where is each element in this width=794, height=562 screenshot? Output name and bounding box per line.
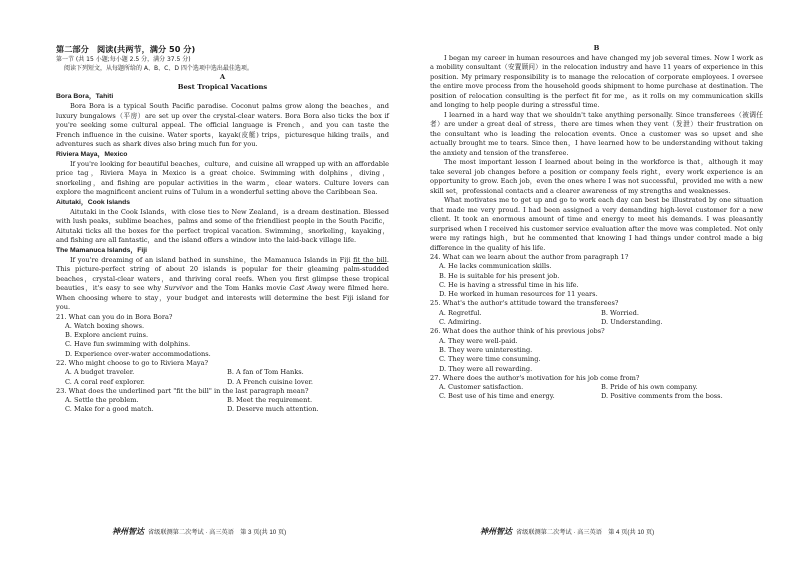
left-page [56,44,389,415]
option: C. He is having a stressful time in his life. [439,280,579,289]
option-row: C. Admiring. D. Understanding. [439,318,663,327]
question-22: 22. Who might choose to go to Riviera Maya? [56,358,209,367]
paragraph: I began my career in human resources and have changed my job several times. Now I work as a mobility consultant（安置顾问）in the relocation industry and have 11 years of experience in this position. My primary responsibility is to manage the relocation of corporate employees. I oversee the entire move process from the household goods shipment to home purchase at destination. The position of relocation consulting is the perfect fit for me，as it rolls on my communication skills and longing to help people during a stressful time. [430,53,763,109]
option-row: A. A budget traveler. B. A fan of Tom Hanks. [65,368,304,377]
question-24: 24. What can we learn about the author from paragraph 1? [430,253,629,261]
option: A. They were well-paid. [439,336,518,345]
paragraph: Bora Bora is a typical South Pacific paradise. Coconut palms grow along the beaches，and luxury bungalows（平房）are set up over the crystal-clear waters. Bora Bora also ticks the box if you're seeking some cultural appeal. The official language is French，and you can taste the French influence in the cuisine. Water sports，kayak(皮艇) trips，picturesque hiking trails，and adventures such as shark dives also bring much fun for you. [56,102,389,148]
page-footer-right: 神州智达 省级联测第二次考试 · 高三英语 第 4 页(共 10 页) [480,526,655,536]
question-25: 25. What's the author's attitude toward the transferees? [430,299,619,308]
option: B. Explore ancient ruins. [65,331,149,340]
paragraph: The most important lesson I learned about being in the workforce is that，although it may take several job changes before a position or company feels right，every work experience is an opportunity to grow. Each job，even the ones where I was not successful，provided me with a new skill set，professional contacts and a clearer awareness of my strengths and weaknesses. [430,158,763,195]
option: C. They were time consuming. [439,355,541,364]
option: C. Have fun swimming with dolphins. [65,340,191,349]
section-heading-aitutaki: Aitutaki，Cook Islands [56,198,131,206]
page-footer-left: 神州智达 省级联测第二次考试 · 高三英语 第 3 页(共 10 页) [112,526,287,536]
instruction: 阅读下列短文，从每题所给的 A、B、C、D 四个选项中选出最佳选项。 [64,65,253,72]
passage-title: Best Tropical Vacations [177,82,268,91]
option: D. They were all rewarding. [439,364,533,373]
option: A. He lacks communication skills. [439,262,552,271]
section-heading-riviera-maya: Riviera Maya，Mexico [56,150,128,158]
passage-letter-a: A [219,73,226,81]
section-heading: 第一节 (共 15 小题;每小题 2.5 分，满分 37.5 分) [56,56,191,63]
section-heading-mamanuca: The Mamanuca Islands，Fiji [56,246,148,254]
paragraph: Aitutaki in the Cook Islands，with close ties to New Zealand，is a dream destination. Blessed with lush peaks，sublime beaches，palms and some of the friendliest people in the South Pacific，Aitutaki ticks all the boxes for the perfect tropical vacation. Swimming，snorkeling，kayaking，and fishing are all fantastic，and the island offers a window into the laid-back village life. [56,207,389,244]
option: B. He is suitable for his present job. [439,271,560,280]
option: B. They were uninteresting. [439,345,533,354]
option: D. He worked in human resources for 11 years. [439,290,598,299]
paragraph: I learned in a hard way that we shouldn't take anything personally. Since transferees（被调任者）are under a great deal of stress，there are times when they vent（发泄）their frustration on the consultant who is leading the relocation events. Once a customer was so upset and she actually brought me to tears. Since then，I have learned how to be understanding without taking the anxiety and tension of the transferee. [430,110,763,157]
right-page [430,44,763,402]
option-row: A. Regretful. B. Worried. [439,308,639,317]
passage-letter-b: B [593,44,600,52]
section-heading-bora-bora: Bora Bora，Tahiti [56,93,114,100]
paragraph: What motivates me to get up and go to work each day can best be illustrated by one situation that made me very proud. I had been assigned a very demanding high-level customer for a new client. It took an enormous amount of time and energy to meet his demands. I was pleasantly surprised when I received his customer service evaluation after the move was completed. Not only were my ratings high，but he commented that knowing I had things under control made a big difference in the quality of his life. [430,196,763,252]
question-23: 23. What does the underlined part "fit the bill" in the last paragraph mean? [56,386,309,395]
option-row: A. Customer satisfaction. B. Pride of his own company. [439,383,698,392]
option: D. Experience over-water accommodations. [65,349,211,358]
logo-text: 神州智达 [112,526,144,536]
option-row: C. A coral reef explorer. D. A French cuisine lover. [65,377,314,386]
question-26: 26. What does the author think of his previous jobs? [430,327,605,336]
paragraph: If you're looking for beautiful beaches，culture，and cuisine all wrapped up with an affordable price tag，Riviera Maya in Mexico is a great choice. Swimming with dolphins，diving，snorkeling，and fishing are popular activities in the warm，clear waters. Culture lovers can explore the magnificent ancient ruins of Tulum in a wonderful setting above the Caribbean Sea. [56,159,389,196]
underlined-phrase: fit the bill [353,255,387,264]
part-title: 第二部分 阅读(共两节，满分 50 分) [56,44,196,54]
option-row: C. Best use of his time and energy. D. Positive comments from the boss. [439,392,723,401]
question-21: 21. What can you do in Bora Bora? [56,312,173,321]
option-row: A. Settle the problem. B. Meet the requirement. [65,396,313,405]
option: A. Watch boxing shows. [65,321,145,330]
question-27: 27. Where does the author's motivation for his job come from? [430,373,640,382]
option-row: C. Make for a good match. D. Deserve much attention. [65,405,319,414]
logo-text: 神州智达 [480,526,512,536]
paragraph: If you're dreaming of an island bathed in sunshine，the Mamanuca Islands in Fiji fit the bill. This picture-perfect string of about 20 islands is popular for their gleaming palm-studded beaches，crystal-clear waters，and thriving coral reefs. When you first glimpse these tropical beauties，it's easy to see why Survivor and the Tom Hanks movie Cast Away were filmed here. When choosing where to stay，your budget and interests will determine the best Fiji island for you. [56,255,389,311]
